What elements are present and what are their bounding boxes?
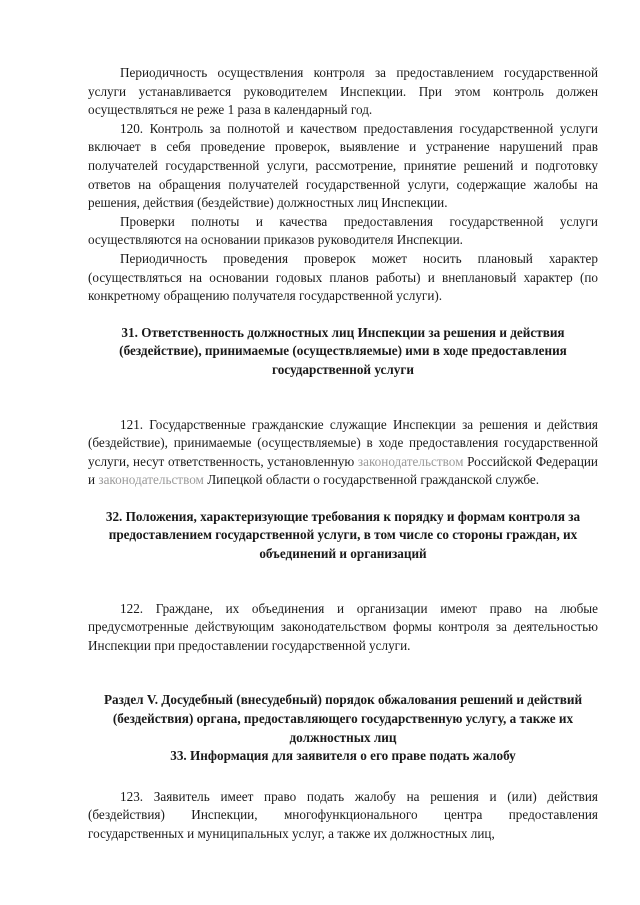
paragraph-121-part-a: 121. Государственные гражданские служащие Инспекции за решения и действия (бездействие), принимаемые (осуществляемые) в ходе предоставления государственной услуги, несут ответственность, установленную xyxy=(88,416,598,469)
paragraph-121-part-c: Липецкой области о государственной гражданской службе. xyxy=(203,472,540,488)
paragraph-periodicity: Периодичность осуществления контроля за предоставлением государственной услуги устанавливается руководителем Инспекции. При этом контроль должен осуществляться не реже 1 раза в календарный год. xyxy=(88,65,598,118)
paragraph-123: 123. Заявитель имеет право подать жалобу на решения и (или) действия (бездействия) Инспекции, многофункционального центра предоставления государственных и муниципальных услуг, а также их должностных лиц, xyxy=(88,788,598,841)
heading-section-5: Раздел V. Досудебный (внесудебный) порядок обжалования решений и действий (бездействия) органа, предоставляющего государственную услугу, а также их должностных лиц xyxy=(103,692,583,745)
paragraph-120-periodicity: Периодичность проведения проверок может носить плановый характер (осуществляться на основании годовых планов работы) и внеплановый характер (по конкретному обращению получателя государственной услуги). xyxy=(88,250,598,304)
faded-word-legislation-1: законодательством xyxy=(357,453,464,469)
heading-33: 33. Информация для заявителя о его праве подать жалобу xyxy=(170,748,516,764)
paragraph-120-checks: Проверки полноты и качества предоставления государственной услуги осуществляются на основании приказов руководителя Инспекции. xyxy=(88,213,598,248)
paragraph-120: 120. Контроль за полнотой и качеством предоставления государственной услуги включает в себя проведение проверок, выявление и устранение нарушений прав получателей государственной услуги, рассмотрение, принятие решений и подготовку ответов на обращения получателей государственной услуги, содержащие жалобы на решения, действия (бездействие) должностных лиц Инспекции. xyxy=(88,120,598,211)
faded-word-legislation-2: законодательством xyxy=(98,472,204,488)
paragraph-121 xyxy=(88,416,598,490)
heading-32: 32. Положения, характеризующие требования к порядку и формам контроля за предоставлением государственной услуги, в том числе со стороны граждан, их объединений и организаций xyxy=(105,508,581,562)
paragraph-122: 122. Граждане, их объединения и организации имеют право на любые предусмотренные действующим законодательством формы контроля за деятельностью Инспекции при предоставлении государственной услуги. xyxy=(88,600,598,653)
heading-31: 31. Ответственность должностных лиц Инспекции за решения и действия (бездействие), принимаемые (осуществляемые) ими в ходе предоставления государственной услуги xyxy=(119,324,567,377)
paragraph-121-part-b: Российской Федерации и xyxy=(88,453,598,488)
